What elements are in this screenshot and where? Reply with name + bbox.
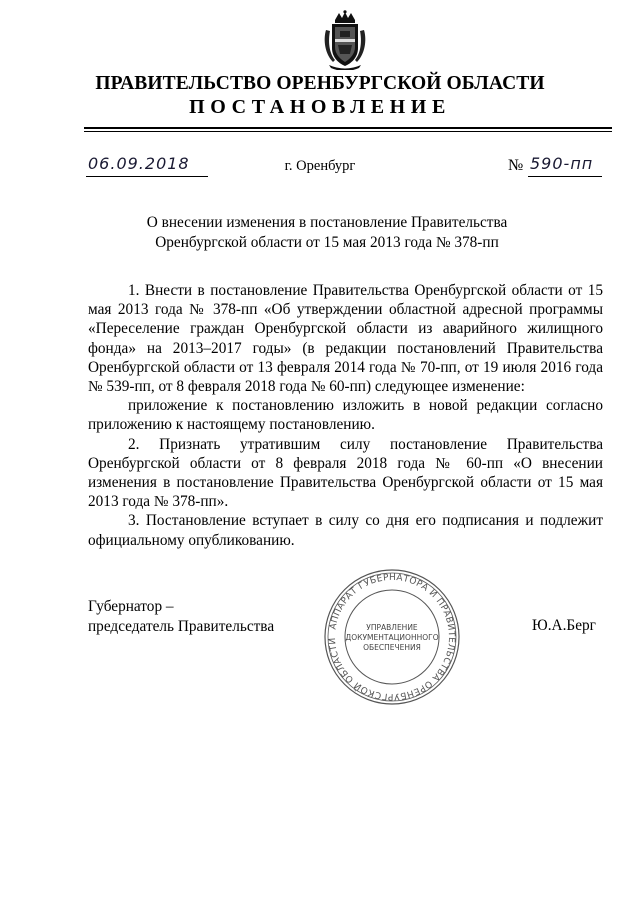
stamp-outer-text: АППАРАТ ГУБЕРНАТОРА И ПРАВИТЕЛЬСТВА ОРЕНБУРГСКОЙ ОБЛАСТИ	[327, 572, 457, 702]
header-rule-thin	[84, 131, 612, 132]
coat-of-arms-icon	[323, 10, 367, 70]
paragraph-2: приложение к постановлению изложить в новой редакции согласно приложению к настоящему постановлению.	[88, 397, 603, 434]
handwritten-date: 06.09.2018	[88, 154, 190, 173]
number-sign: №	[508, 157, 524, 174]
paragraph-4: 3. Постановление вступает в силу со дня его подписания и подлежит официальному опубликованию.	[88, 512, 603, 549]
date-underline	[86, 176, 208, 177]
signatory-title-line-1: Губернатор –	[88, 598, 174, 615]
stamp-inner-line-1: УПРАВЛЕНИЕ	[366, 623, 418, 632]
handwritten-number: 590-пп	[530, 154, 594, 173]
paragraph-1: 1. Внести в постановление Правительства Оренбургской области от 15 мая 2013 года № 378-пп «Об утверждении областной адресной программы «Переселение граждан Оренбургской области из аварийного жилищного фонда» на 2013–2017 годы» (в редакции постановлений Правительства Оренбургской области от 13 февраля 2014 года № 70-пп, от 19 июля 2016 года № 539-пп, от 8 февраля 2018 года № 60-пп) следующее изменение:	[88, 282, 603, 396]
document-type: ПОСТАНОВЛЕНИЕ	[189, 96, 451, 118]
document-number	[528, 154, 602, 176]
stamp-inner-line-3: ОБЕСПЕЧЕНИЯ	[363, 643, 421, 652]
header-rule-thick	[84, 127, 612, 129]
document-title	[120, 213, 534, 253]
document-body	[88, 281, 603, 550]
number-underline	[528, 176, 602, 177]
signatory-name: Ю.А.Берг	[532, 617, 596, 634]
signatory-title-line-2: председатель Правительства	[88, 618, 275, 635]
document-city: г. Оренбург	[284, 158, 356, 174]
title-line-1: О внесении изменения в постановление Правительства	[146, 214, 508, 231]
government-name: ПРАВИТЕЛЬСТВО ОРЕНБУРГСКОЙ ОБЛАСТИ	[95, 73, 545, 94]
stamp-inner-line-2: ДОКУМЕНТАЦИОННОГО	[345, 633, 439, 642]
paragraph-3: 2. Признать утратившим силу постановление Правительства Оренбургской области от 8 февраля 2018 года № 60-пп «О внесении изменения в постановление Правительства Оренбургской области от 15 мая 2013 года № 378-пп».	[88, 435, 603, 511]
official-stamp	[323, 568, 461, 706]
title-line-2: Оренбургской области от 15 мая 2013 года № 378-пп	[155, 234, 499, 251]
signatory-title	[88, 597, 274, 637]
